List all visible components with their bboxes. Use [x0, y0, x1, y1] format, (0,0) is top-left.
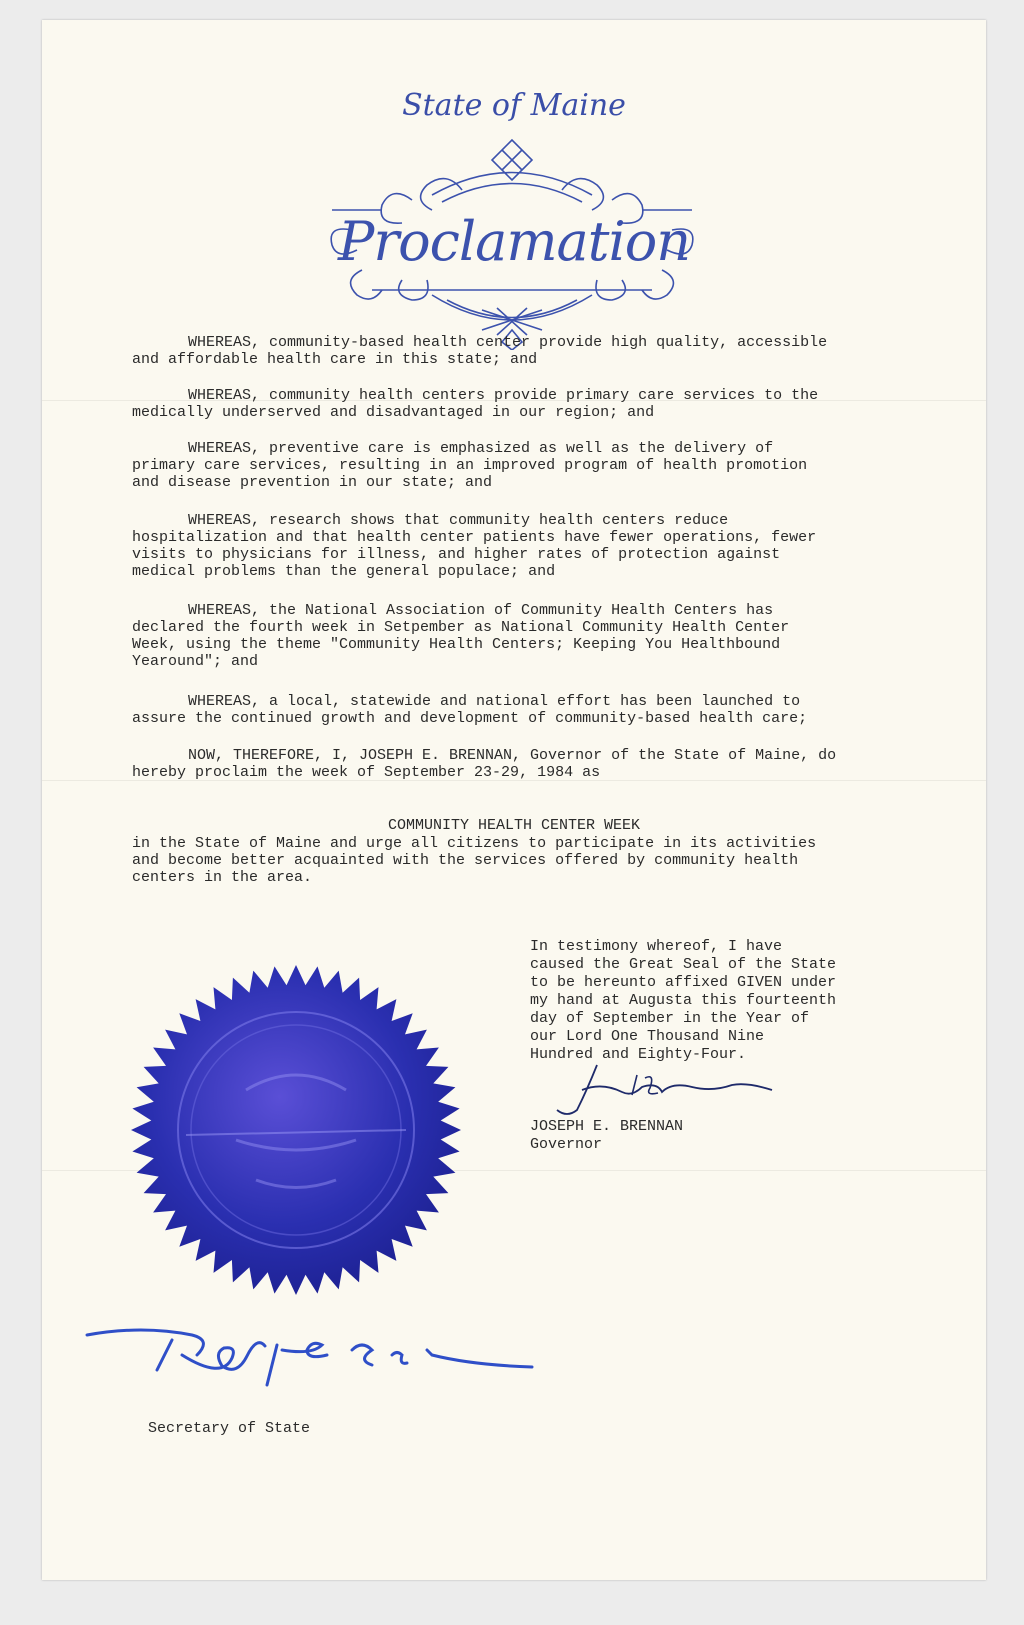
- proclamation-title: Proclamation: [337, 210, 691, 273]
- whereas-paragraph-3: WHEREAS, preventive care is emphasized as well as the delivery of primary care services, resulting in an improved program of health promotion and disease prevention in our state; and: [132, 440, 808, 491]
- closing-paragraph: in the State of Maine and urge all citizens to participate in its activities and become better acquainted with the services offered by community health centers in the area.: [132, 835, 817, 886]
- whereas-paragraph-1: WHEREAS, community-based health center provide high quality, accessible and affordable health care in this state; and: [132, 334, 828, 368]
- testimony-text: In testimony whereof, I have caused the Great Seal of the State to be hereunto affixed GIVEN under my hand at Augusta this fourteenth day of September in the Year of our Lord One Thousand Nine Hundred and Eighty-Four.: [530, 938, 837, 1063]
- governor-title: Governor: [530, 1136, 603, 1153]
- whereas-paragraph-2: WHEREAS, community health centers provide primary care services to the medically underserved and disadvantaged in our region; and: [132, 387, 819, 421]
- whereas-paragraph-4: WHEREAS, research shows that community health centers reduce hospitalization and that health center patients have fewer operations, fewer visits to physicians for illness, and higher rates of protection against medical problems than the general populace; and: [132, 512, 817, 580]
- whereas-paragraph-6: WHEREAS, a local, statewide and national effort has been launched to assure the continued growth and development of community-based health care;: [132, 693, 808, 727]
- secretary-signature: [82, 1310, 542, 1390]
- now-therefore-paragraph: NOW, THEREFORE, I, JOSEPH E. BRENNAN, Governor of the State of Maine, do hereby proclaim the week of September 23-29, 1984 as: [132, 747, 837, 781]
- state-header: State of Maine: [402, 88, 626, 123]
- great-seal-icon: [126, 960, 466, 1300]
- governor-signature: [537, 1060, 777, 1120]
- whereas-paragraph-5: WHEREAS, the National Association of Community Health Centers has declared the fourth week in Setpember as National Community Health Center Week, using the theme "Community Health Centers; Keeping You Healthbound Yearound"; and: [132, 602, 790, 670]
- governor-name: JOSEPH E. BRENNAN: [530, 1118, 684, 1135]
- week-title: COMMUNITY HEALTH CENTER WEEK: [387, 817, 641, 834]
- secretary-title: Secretary of State: [148, 1420, 311, 1437]
- proclamation-document: [42, 20, 986, 1580]
